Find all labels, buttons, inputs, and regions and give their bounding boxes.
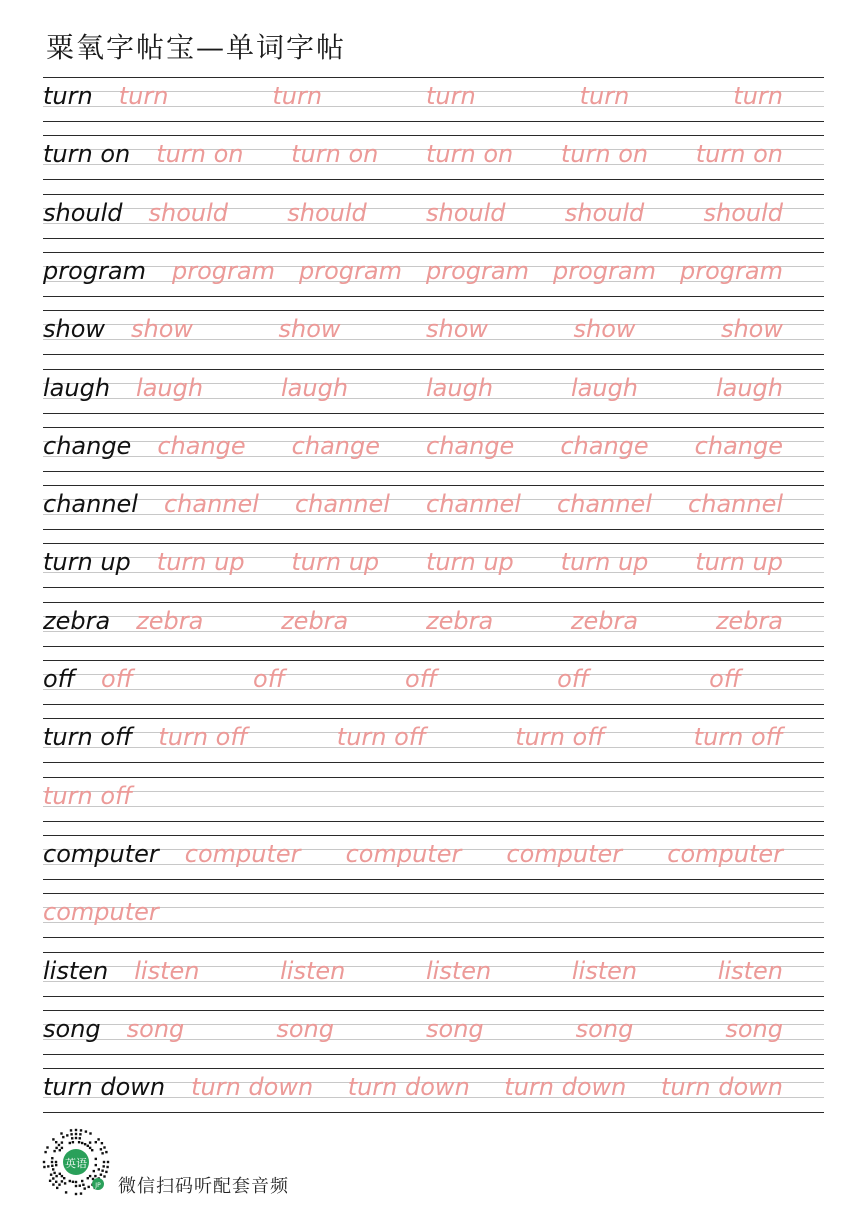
trace-word[interactable]: song: [725, 1014, 783, 1043]
ruling-line: [43, 296, 824, 297]
qr-dot: [105, 1151, 107, 1153]
ruling-line: [43, 660, 824, 661]
qr-dot: [103, 1161, 105, 1163]
practice-row: [43, 660, 824, 705]
model-word: listen: [43, 956, 109, 985]
qr-dot: [89, 1132, 91, 1134]
qr-dot: [81, 1180, 83, 1182]
model-word: computer: [43, 839, 159, 868]
ruling-line: [43, 893, 824, 894]
qr-dot: [105, 1171, 107, 1173]
ruling-line: [43, 835, 824, 836]
model-word: turn on: [43, 140, 131, 169]
qr-dot: [100, 1174, 102, 1176]
qr-dot: [75, 1181, 77, 1183]
model-word: zebra: [43, 606, 111, 635]
qr-dot: [75, 1193, 77, 1195]
qr-dot: [88, 1186, 90, 1188]
trace-word[interactable]: turn off: [158, 723, 248, 752]
trace-word[interactable]: turn off: [336, 723, 427, 752]
trace-word[interactable]: turn: [733, 82, 783, 110]
practice-row: [43, 135, 824, 180]
qr-dot: [44, 1151, 46, 1153]
trace-word[interactable]: turn on: [156, 140, 244, 169]
qr-dot: [70, 1133, 72, 1135]
ruling-line: [43, 369, 824, 370]
ruling-line: [43, 718, 824, 719]
trace-word[interactable]: listen: [426, 956, 492, 985]
trace-word[interactable]: turn up: [291, 548, 380, 577]
qr-dot: [80, 1129, 82, 1131]
practice-row: [43, 1068, 824, 1113]
qr-dot: [50, 1174, 52, 1176]
qr-dot: [98, 1168, 100, 1170]
qr-dot: [51, 1157, 53, 1159]
qr-dot: [51, 1161, 53, 1163]
practice-row: [43, 369, 824, 414]
qr-dot: [55, 1147, 57, 1149]
practice-row: [43, 485, 824, 530]
qr-dot: [49, 1180, 51, 1182]
qr-dot: [51, 1165, 53, 1167]
qr-dot: [100, 1148, 102, 1150]
qr-dot: [46, 1146, 48, 1148]
ruling-line: [43, 238, 824, 239]
model-word: off: [43, 665, 76, 693]
qr-dot: [80, 1192, 82, 1194]
ruling-line: [43, 907, 824, 908]
model-word: laugh: [43, 373, 111, 402]
model-word: turn down: [43, 1073, 166, 1102]
qr-dot: [89, 1175, 91, 1177]
trace-word[interactable]: program: [171, 256, 275, 285]
qr-dot: [75, 1129, 77, 1131]
page-title: 粟氧字帖宝—单词字帖: [46, 31, 347, 64]
practice-row: [43, 893, 824, 938]
ruling-line: [43, 485, 824, 486]
trace-word[interactable]: program: [298, 256, 402, 285]
qr-dot: [55, 1161, 57, 1163]
ruling-line: [43, 922, 824, 923]
trace-word[interactable]: computer: [43, 898, 159, 927]
ruling-line: [43, 427, 824, 428]
ruling-line: [43, 354, 824, 355]
trace-word[interactable]: change: [694, 431, 783, 460]
trace-word[interactable]: should: [148, 198, 229, 227]
qr-dot: [55, 1175, 57, 1177]
trace-word[interactable]: turn down: [504, 1073, 627, 1102]
qr-dot: [58, 1184, 60, 1186]
practice-row: [43, 427, 824, 472]
trace-word[interactable]: turn: [579, 82, 630, 110]
ruling-line: [43, 77, 824, 78]
model-word: change: [43, 431, 132, 460]
trace-word[interactable]: channel: [688, 490, 783, 519]
qr-dot: [56, 1187, 58, 1189]
qr-dot: [70, 1129, 72, 1131]
qr-dot: [61, 1180, 63, 1182]
trace-word[interactable]: turn off: [693, 723, 783, 752]
trace-word[interactable]: turn on: [291, 140, 379, 169]
trace-word[interactable]: channel: [163, 490, 259, 519]
qr-dot: [85, 1130, 87, 1132]
trace-word[interactable]: turn on: [560, 140, 649, 169]
qr-dot: [43, 1161, 45, 1163]
trace-word[interactable]: computer: [506, 839, 623, 868]
trace-word[interactable]: song: [126, 1014, 185, 1043]
model-word: program: [43, 256, 146, 285]
qr-dot: [61, 1141, 63, 1143]
qr-dot: [59, 1173, 61, 1175]
qr-dot: [59, 1149, 61, 1151]
ruling-line: [43, 1010, 824, 1011]
qr-dot: [106, 1166, 108, 1168]
qr-dot: [52, 1138, 54, 1140]
qr-dot: [101, 1170, 103, 1172]
qr-dot: [103, 1146, 105, 1148]
practice-row: [43, 1010, 824, 1055]
practice-row: [43, 77, 824, 122]
qr-dot: [95, 1164, 97, 1166]
trace-word[interactable]: turn on: [426, 140, 514, 169]
qr-dot: [72, 1181, 74, 1183]
ruling-line: [43, 646, 824, 647]
trace-word[interactable]: change: [291, 431, 380, 460]
ruling-line: [43, 806, 824, 807]
model-word: turn up: [43, 548, 131, 577]
qr-dot: [103, 1175, 105, 1177]
qr-dot: [89, 1141, 91, 1143]
trace-word[interactable]: listen: [571, 956, 638, 985]
trace-word[interactable]: zebra: [570, 606, 639, 635]
trace-word[interactable]: listen: [717, 956, 783, 985]
trace-word[interactable]: zebra: [426, 606, 494, 635]
trace-word[interactable]: channel: [294, 490, 390, 519]
trace-word[interactable]: show: [720, 315, 783, 344]
practice-row: [43, 952, 824, 997]
trace-word[interactable]: laugh: [570, 373, 639, 402]
qr-dot: [72, 1141, 74, 1143]
qr-dot: [71, 1137, 73, 1139]
ruling-line: [43, 879, 824, 880]
qr-dot: [75, 1137, 77, 1139]
trace-word[interactable]: off: [709, 665, 742, 693]
trace-word[interactable]: listen: [134, 956, 200, 985]
model-word: should: [43, 198, 123, 227]
practice-row: [43, 252, 824, 297]
trace-word[interactable]: turn on: [695, 140, 783, 169]
qr-dot: [69, 1142, 71, 1144]
trace-word[interactable]: turn down: [191, 1073, 314, 1102]
qr-dot: [78, 1141, 80, 1143]
trace-word[interactable]: turn: [118, 82, 169, 110]
qr-dot: [58, 1144, 60, 1146]
trace-word[interactable]: computer: [345, 839, 462, 868]
trace-word[interactable]: turn off: [515, 723, 605, 752]
qr-dot: [95, 1141, 97, 1143]
qr-dot: [91, 1149, 93, 1151]
ruling-line: [43, 996, 824, 997]
qr-dot: [82, 1184, 84, 1186]
qr-dot: [84, 1187, 86, 1189]
practice-row: [43, 777, 824, 822]
trace-word[interactable]: laugh: [715, 373, 783, 402]
model-word: song: [43, 1014, 101, 1043]
qr-dot: [75, 1185, 77, 1187]
ruling-line: [43, 252, 824, 253]
practice-row: [43, 194, 824, 239]
qr-dot: [52, 1177, 54, 1179]
trace-word[interactable]: off: [253, 665, 286, 693]
trace-word[interactable]: song: [276, 1014, 334, 1043]
trace-word[interactable]: channel: [557, 490, 652, 519]
qr-dot: [101, 1142, 103, 1144]
qr-dot: [87, 1145, 89, 1147]
ruling-line: [43, 762, 824, 763]
trace-word[interactable]: turn up: [560, 548, 649, 577]
trace-word[interactable]: program: [426, 256, 529, 285]
trace-word[interactable]: show: [131, 315, 194, 344]
trace-word[interactable]: should: [426, 198, 506, 227]
qr-dot: [89, 1147, 91, 1149]
qr-code-icon: [40, 1126, 112, 1198]
qr-dot: [79, 1133, 81, 1135]
trace-word[interactable]: change: [157, 431, 246, 460]
trace-word[interactable]: zebra: [136, 606, 204, 635]
ruling-line: [43, 179, 824, 180]
trace-word[interactable]: should: [703, 198, 783, 227]
ruling-line: [43, 704, 824, 705]
ruling-line: [43, 471, 824, 472]
trace-word[interactable]: change: [426, 431, 515, 460]
ruling-line: [43, 413, 824, 414]
qr-dot: [75, 1133, 77, 1135]
trace-word[interactable]: computer: [184, 839, 301, 868]
trace-word[interactable]: turn down: [660, 1073, 783, 1102]
practice-row: [43, 310, 824, 355]
ruling-line: [43, 791, 824, 792]
qr-dot: [101, 1152, 103, 1154]
trace-word[interactable]: song: [426, 1014, 484, 1043]
ruling-line: [43, 543, 824, 544]
ruling-line: [43, 587, 824, 588]
trace-word[interactable]: off: [405, 665, 438, 693]
qr-dot: [84, 1143, 86, 1145]
qr-dot: [47, 1165, 49, 1167]
qr-dot: [53, 1150, 55, 1152]
qr-badge-sub: JP: [95, 1182, 101, 1189]
trace-word[interactable]: zebra: [281, 606, 349, 635]
qr-dot: [79, 1185, 81, 1187]
trace-word[interactable]: laugh: [281, 373, 349, 402]
trace-word[interactable]: turn up: [426, 548, 514, 577]
qr-dot: [94, 1175, 96, 1177]
qr-dot: [55, 1141, 57, 1143]
ruling-line: [43, 821, 824, 822]
trace-word[interactable]: listen: [280, 956, 346, 985]
trace-word[interactable]: zebra: [715, 606, 783, 635]
qr-dot: [55, 1181, 57, 1183]
trace-word[interactable]: show: [426, 315, 489, 344]
qr-dot: [43, 1166, 45, 1168]
trace-word[interactable]: laugh: [136, 373, 204, 402]
trace-word[interactable]: turn: [426, 82, 476, 110]
qr-dot: [66, 1134, 68, 1136]
qr-dot: [65, 1191, 67, 1193]
qr-badge-label: 英语: [65, 1157, 87, 1170]
qr-dot: [87, 1177, 89, 1179]
practice-row: [43, 543, 824, 588]
model-word: channel: [43, 490, 138, 519]
practice-row: [43, 835, 824, 880]
trace-word[interactable]: turn: [272, 82, 323, 110]
trace-word[interactable]: program: [553, 256, 656, 285]
ruling-line: [43, 602, 824, 603]
ruling-line: [43, 1054, 824, 1055]
trace-word[interactable]: turn up: [695, 548, 783, 577]
practice-row: [43, 602, 824, 647]
ruling-line: [43, 121, 824, 122]
trace-word[interactable]: off: [557, 665, 590, 693]
qr-dot: [61, 1147, 63, 1149]
practice-row: [43, 718, 824, 763]
ruling-line: [43, 194, 824, 195]
trace-word[interactable]: laugh: [426, 373, 494, 402]
ruling-line: [43, 937, 824, 938]
ruling-line: [43, 529, 824, 530]
trace-word[interactable]: turn off: [43, 781, 133, 810]
qr-dot: [61, 1175, 63, 1177]
model-word: show: [43, 315, 106, 344]
qr-dot: [69, 1180, 71, 1182]
trace-word[interactable]: channel: [426, 490, 521, 519]
trace-word[interactable]: song: [575, 1014, 634, 1043]
trace-word[interactable]: should: [287, 198, 367, 227]
qr-dot: [63, 1177, 65, 1179]
qr-dot: [55, 1164, 57, 1166]
qr-dot: [79, 1137, 81, 1139]
qr-dot: [62, 1136, 64, 1138]
qr-dot: [107, 1161, 109, 1163]
qr-dot: [52, 1168, 54, 1170]
qr-dot: [81, 1142, 83, 1144]
footer-caption: 微信扫码听配套音频: [118, 1176, 289, 1197]
trace-word[interactable]: turn up: [156, 548, 245, 577]
qr-dot: [97, 1138, 99, 1140]
ruling-line: [43, 1112, 824, 1113]
trace-word[interactable]: turn down: [347, 1073, 470, 1102]
model-word: turn off: [43, 723, 133, 752]
qr-dot: [60, 1132, 62, 1134]
trace-word[interactable]: program: [680, 256, 783, 285]
qr-dot: [103, 1165, 105, 1167]
ruling-line: [43, 310, 824, 311]
qr-dot: [53, 1172, 55, 1174]
trace-word[interactable]: show: [573, 315, 636, 344]
trace-word[interactable]: should: [564, 198, 645, 227]
qr-dot: [93, 1170, 95, 1172]
trace-word[interactable]: computer: [667, 839, 783, 868]
ruling-line: [43, 1068, 824, 1069]
qr-dot: [95, 1158, 97, 1160]
trace-word[interactable]: show: [278, 315, 341, 344]
ruling-line: [43, 135, 824, 136]
trace-word[interactable]: change: [560, 431, 649, 460]
model-word: turn: [43, 82, 93, 110]
trace-word[interactable]: off: [101, 665, 134, 693]
ruling-line: [43, 952, 824, 953]
ruling-line: [43, 777, 824, 778]
qr-dot: [64, 1182, 66, 1184]
qr-dot: [52, 1183, 54, 1185]
